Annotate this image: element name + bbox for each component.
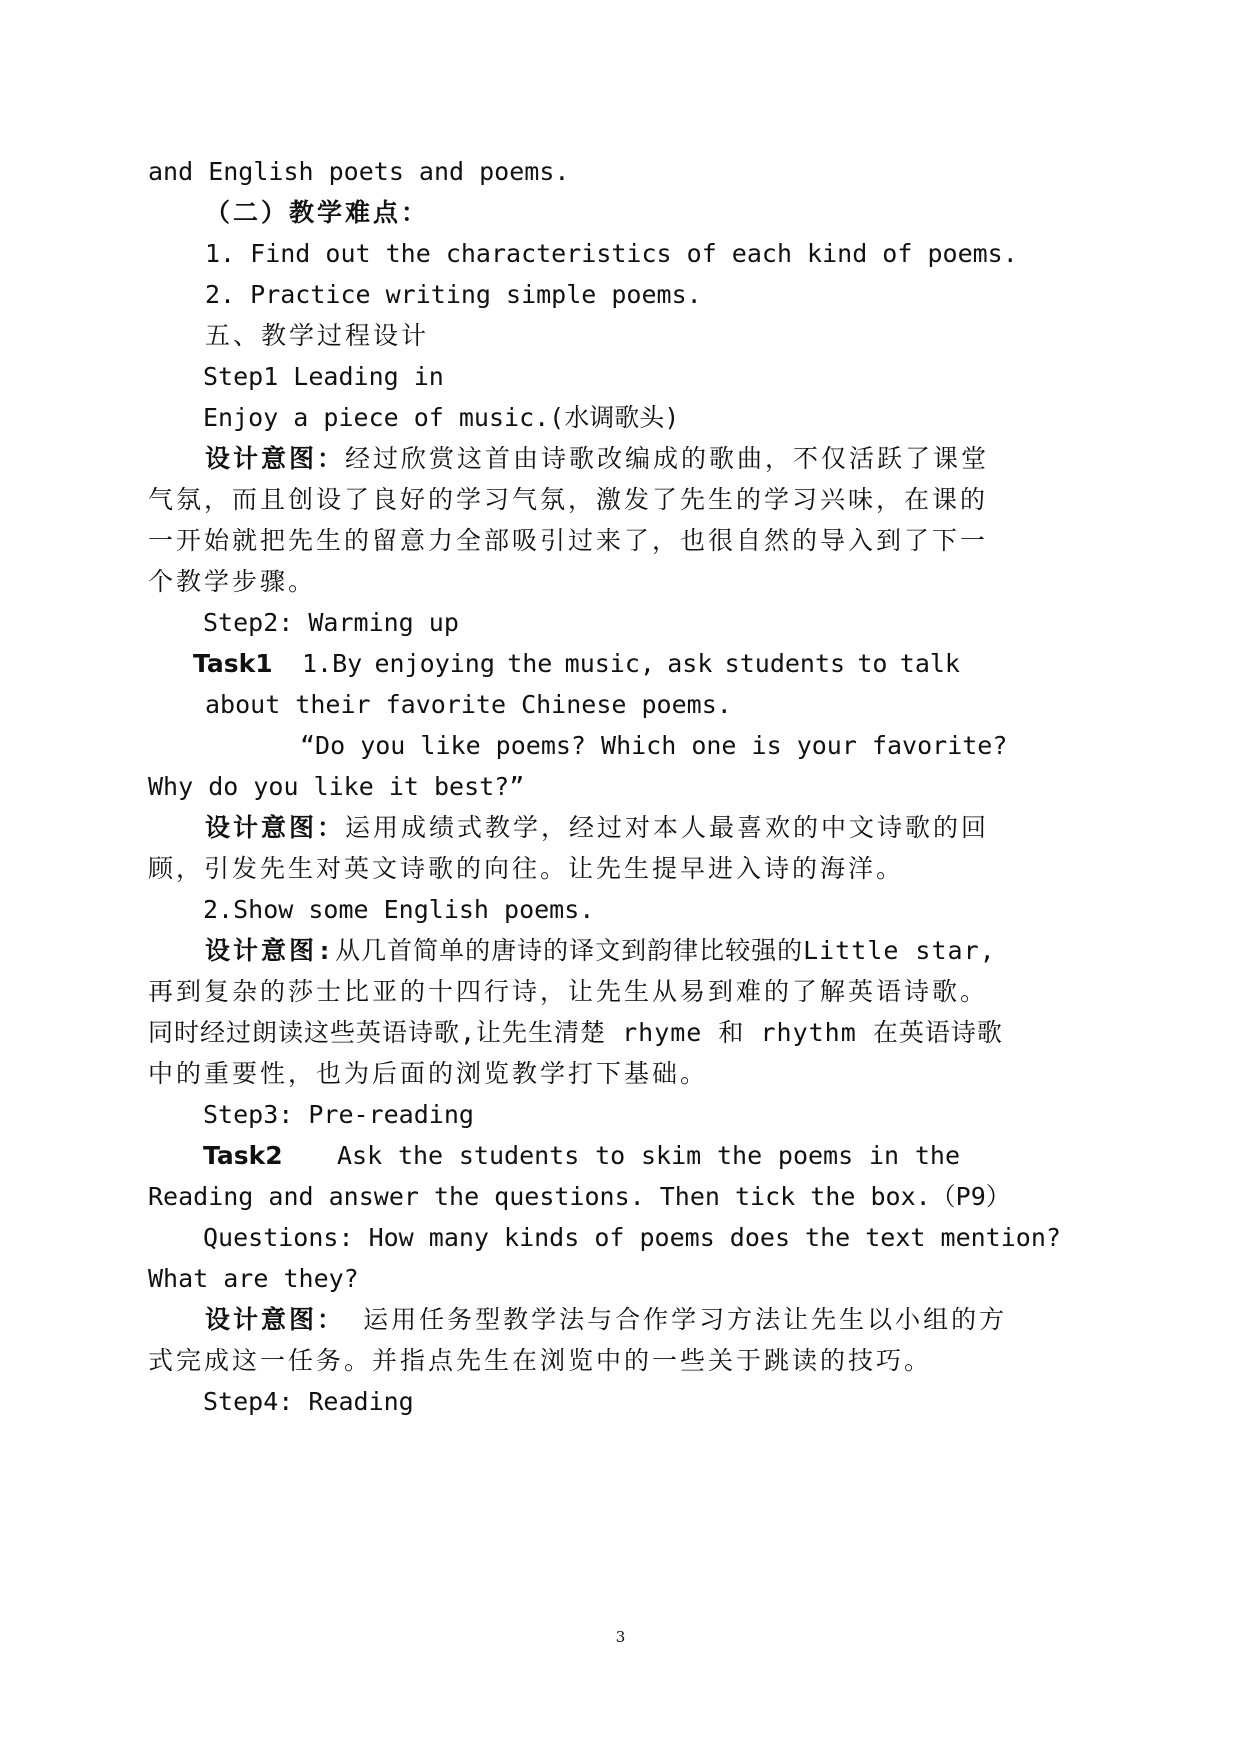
design-intent-line — [205, 1304, 1007, 1336]
word: students — [458, 1141, 580, 1170]
text-line: Reading and answer the questions. Then tick the box.（P9） — [148, 1182, 1011, 1211]
list-item: 2. Practice writing simple poems. — [205, 280, 702, 309]
word: the — [397, 1141, 444, 1170]
word: the — [914, 1141, 960, 1170]
design-intent-line — [205, 443, 989, 475]
section-heading: （二）教学难点： — [205, 198, 430, 227]
word: Ask — [337, 1141, 383, 1170]
text-line: What are they? — [148, 1264, 359, 1293]
word: the — [507, 649, 553, 678]
word: music, — [564, 649, 655, 678]
word: in — [868, 1141, 900, 1170]
word: to — [595, 1141, 626, 1170]
step-heading: Step4: Reading — [203, 1387, 414, 1416]
design-intent-line — [205, 935, 996, 967]
task-label: Task2 — [203, 1141, 283, 1170]
text-line: Questions: How many kinds of poems does the text mention? — [203, 1223, 1061, 1252]
text-line: about their favorite Chinese poems. — [205, 690, 732, 719]
task-label: Task1 — [193, 649, 273, 678]
text-line: 中的重要性，也为后面的浏览教学打下基础。 — [148, 1059, 709, 1088]
word: enjoying — [374, 649, 495, 678]
word: poems — [777, 1141, 854, 1170]
design-intent-label: 设计意图： — [205, 1305, 346, 1334]
justified-line — [337, 1140, 960, 1172]
text-line: 再到复杂的莎士比亚的十四行诗，让先生从易到难的了解英语诗歌。 — [148, 977, 989, 1006]
text-line: 2.Show some English poems. — [203, 895, 595, 924]
quote-line: Why do you like it best?” — [148, 772, 525, 801]
design-intent-label: 设计意图： — [205, 813, 346, 842]
list-item: 1. Find out the characteristics of each kind of poems. — [205, 239, 1018, 268]
page-number: 3 — [615, 1628, 626, 1646]
design-intent-label: 设计意图: — [205, 936, 336, 965]
step-heading: Step3: Pre-reading — [203, 1100, 474, 1129]
word: to — [857, 649, 888, 678]
step-heading: Step2: Warming up — [203, 608, 459, 637]
word: students — [724, 649, 846, 678]
word: skim — [640, 1141, 702, 1170]
word: the — [716, 1141, 763, 1170]
text-line: Enjoy a piece of music.(水调歌头) — [203, 403, 680, 432]
word: ask — [667, 649, 713, 678]
text-line: and English poets and poems. — [148, 157, 570, 186]
word: talk — [899, 649, 960, 678]
section-heading: 五、教学过程设计 — [205, 321, 430, 350]
text-line: 一开始就把先生的留意力全部吸引过来了，也很自然的导入到了下一 — [148, 526, 989, 555]
justified-line — [302, 648, 960, 680]
quote-line: “Do you like poems? Which one is your favorite? — [300, 731, 1008, 760]
text-line: 个教学步骤。 — [148, 567, 317, 596]
text-line: 顾，引发先生对英文诗歌的向往。让先生提早进入诗的海洋。 — [148, 854, 905, 883]
design-intent-text: 经过欣赏这首由诗歌改编成的歌曲，不仅活跃了课堂 — [345, 444, 990, 473]
text-line: 式完成这一任务。并指点先生在浏览中的一些关于跳读的技巧。 — [148, 1346, 933, 1375]
step-heading: Step1 Leading in — [203, 362, 444, 391]
design-intent-text: 运用任务型教学法与合作学习方法让先生以小组的方 — [345, 1305, 1008, 1334]
design-intent-line — [205, 812, 989, 844]
word: 1.By — [302, 649, 363, 678]
text-line: 同时经过朗读这些英语诗歌,让先生清楚 rhyme 和 rhythm 在英语诗歌 — [148, 1018, 1003, 1047]
design-intent-text: 从几首简单的唐诗的译文到韵律比较强的Little star, — [335, 936, 996, 965]
design-intent-label: 设计意图： — [205, 444, 346, 473]
text-line: 气氛，而且创设了良好的学习气氛，激发了先生的学习兴味，在课的 — [148, 485, 989, 514]
design-intent-text: 运用成绩式教学，经过对本人最喜欢的中文诗歌的回 — [345, 813, 990, 842]
